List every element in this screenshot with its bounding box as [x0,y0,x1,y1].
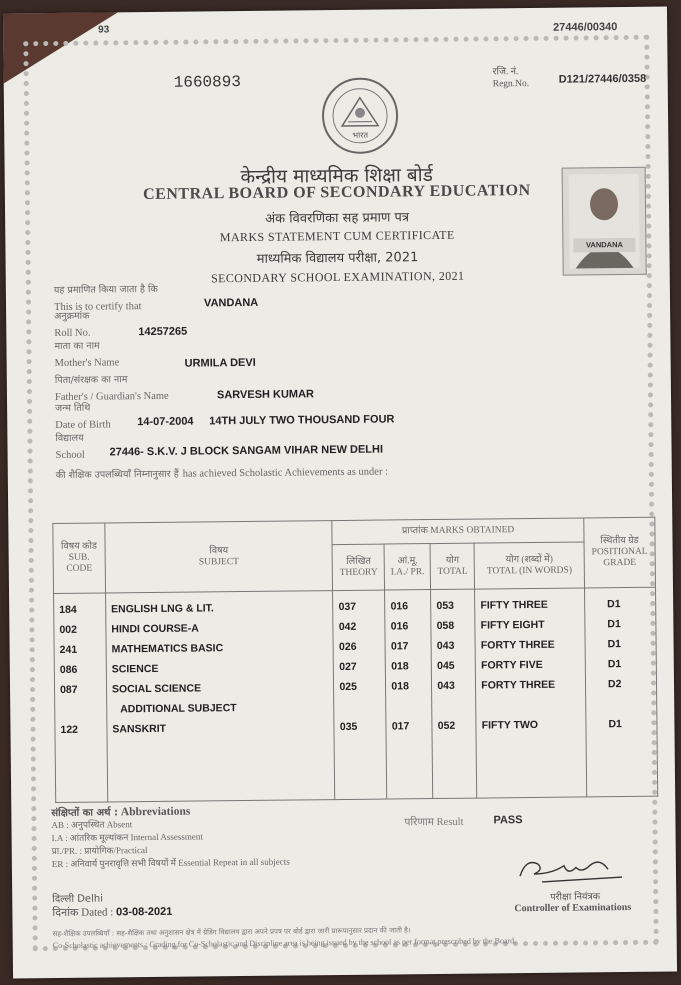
col-theory-header [332,544,384,591]
total-words: FIFTY EIGHT [480,618,545,632]
regn-number: D121/27446/0358 [558,72,647,86]
marks-certificate [3,7,677,979]
total-words: FORTY THREE [480,638,555,652]
photo-caption: VANDANA [585,240,623,250]
subject-code: 241 [59,643,78,656]
total-words: FIFTY TWO [481,718,539,732]
total-mark: 045 [437,659,455,672]
regn-label [493,66,530,90]
total-mark: 043 [437,679,455,692]
col-words-header [474,542,584,589]
grade: D1 [607,638,622,651]
abbreviations-title-hindi: संक्षिप्तों का अर्थ : [51,807,119,820]
col-grade-label: POSITIONAL GRADE [591,546,648,569]
mother-name: URMILA DEVI [184,356,256,370]
col-subject-header [105,521,333,593]
col-subcode-hindi: विषय कोड [60,541,98,552]
board-name-english: CENTRAL BOARD OF SECONDARY EDUCATION [142,181,531,204]
certificate-title-hindi: अंक विवरणिका सह प्रमाण पत्र [265,210,410,227]
abbr-absent: AB : अनुपस्थित Absent [51,819,133,831]
col-subcode-label: SUB. CODE [66,552,93,574]
total-words: FORTY THREE [481,678,556,692]
theory-mark: 025 [339,680,358,694]
achievements-label-hindi: की शैक्षिक उपलब्धियाँ निम्नानुसार हैं [55,468,179,481]
abbr-internal-assessment: I.A : आंतरिक मूल्यांकन Internal Assessment [51,831,203,844]
dob-value: 14-07-2004 [137,415,194,429]
subject-name: SOCIAL SCIENCE [111,682,202,696]
corner-digits: 93 [98,24,110,36]
total-mark: 043 [436,639,455,652]
theory-mark: 035 [339,720,358,734]
dob-label-hindi: जन्म तिथि [55,402,91,414]
dob-label: Date of Birth [55,419,111,431]
cbse-emblem [320,75,401,156]
col-total-header [430,543,474,589]
total-mark: 053 [436,599,455,612]
total-in-words [475,588,587,798]
col-subcode-header [53,523,106,594]
theory-mark: 042 [338,620,357,634]
school-label-hindi: विद्यालय [55,432,84,444]
grade: D1 [607,598,621,611]
col-subject-label: SUBJECT [198,556,239,567]
col-total-label: TOTAL [437,566,468,577]
controller-title: Controller of Examinations [514,901,632,915]
total-mark: 058 [436,619,455,632]
regn-label-english: Regn.No. [492,78,530,90]
roll-label: Roll No. [54,327,91,339]
serial-number: 1660893 [173,73,242,92]
place-date [52,890,172,920]
total-marks [431,589,477,798]
ia-mark: 016 [390,600,409,613]
additional-subject-label: ADDITIONAL SUBJECT [120,702,237,716]
mother-label-hindi: माता का नाम [54,340,100,352]
result-value: PASS [493,814,523,827]
theory-mark: 027 [339,660,357,674]
total-mark: 052 [437,719,456,732]
subject-codes [54,593,108,803]
total-words: FIFTY THREE [480,598,548,612]
subject-name: ENGLISH LNG & LIT. [111,602,214,616]
roll-number: 14257265 [138,325,188,339]
certify-label: This is to certify that [53,301,142,313]
certify-label-hindi: यह प्रमाणित किया जाता है कि [53,283,158,296]
ia-mark: 016 [390,620,409,633]
mother-label: Mother's Name [54,357,120,369]
ia-mark: 017 [390,640,409,653]
subject-code: 086 [59,663,78,676]
subject-code: 184 [59,603,77,616]
col-theory-hindi: लिखित [346,556,371,567]
theory-mark: 037 [338,600,357,614]
father-label: Father's / Guardian's Name [54,390,169,403]
controller-signature [512,847,632,888]
grade: D1 [608,718,622,731]
emblem-text: भारत [352,130,369,140]
student-details [54,279,616,483]
subject-name: MATHEMATICS BASIC [111,642,224,656]
grade: D1 [607,658,622,671]
place: दिल्ली Delhi [52,893,104,906]
abbr-practical: प्रा./PR. : प्रायोगिक/Practical [51,845,148,857]
subject-name: SANSKRIT [112,722,167,736]
theory-mark: 026 [338,640,357,654]
roll-label-hindi: अनुक्रमांक [54,310,90,322]
school-label: School [55,449,85,461]
ia-mark: 017 [391,720,410,733]
col-ia-header [384,544,430,590]
col-subject-hindi: विषय [209,545,229,556]
marks-table [52,517,658,803]
student-name: VANDANA [203,296,259,310]
col-words-label: TOTAL (IN WORDS) [486,565,573,576]
col-total-hindi: योग [445,555,460,566]
achievements-label: has achieved Scholastic Achievements as under : [182,466,389,480]
footer-note-hindi: सह-शैक्षिक उपलब्धियाँ : सह-शैक्षिक तथा अनुशासन क्षेत्र में ग्रेडिंग विद्यालय द्वारा अपने प्रपत्र पर बोर्ड द्वारा जारी प्रारूपानुसार प्रदान की जाती है। [52,926,411,939]
abbreviations-title: Abbreviations [120,805,191,819]
col-theory-label: THEORY [339,567,378,578]
col-ia-label: I.A./ PR. [390,566,425,577]
grade: D2 [607,678,622,691]
father-label-hindi: पिता/संरक्षक का नाम [54,374,128,386]
col-words-hindi: योग (शब्दों में) [505,554,553,565]
father-name: SARVESH KUMAR [216,388,315,402]
board-name-hindi: केन्द्रीय माध्यमिक शिक्षा बोर्ड [240,164,433,189]
exam-name-english: SECONDARY SCHOOL EXAMINATION, 2021 [210,268,465,286]
abbr-essential-repeat: ER : अनिवार्य पुनरावृत्ति सभी विषयों में Essential Repeat in all subjects [51,856,290,870]
marks-obtained-label: MARKS OBTAINED [430,525,515,537]
date-label: दिनांक Dated : [52,906,114,920]
col-grade-header [584,517,656,588]
subject-name: SCIENCE [111,662,159,676]
marks-obtained-header [332,518,584,545]
footer-note-english: Co-Scholastic achievements : Grading for Co-Scholastic and Discipline area is being issued by the school as per format prescribed by the Board. [52,936,517,951]
grades [584,587,657,797]
result-label: परिणाम Result [404,816,464,829]
date-value: 03-08-2021 [115,905,173,919]
subject-code: 087 [59,683,78,696]
grade: D1 [607,618,621,631]
subject-name: HINDI COURSE-A [111,622,199,636]
school-name: 27446- S.K.V. J BLOCK SANGAM VIHAR NEW DELHI [109,443,384,459]
certificate-title-english: MARKS STATEMENT CUM CERTIFICATE [219,227,455,245]
abbreviations [51,802,382,871]
exam-name-hindi: माध्यमिक विद्यालय परीक्षा, 2021 [256,250,419,267]
top-reference: 27446/00340 [553,21,618,34]
col-grade-hindi: स्थितीय ग्रेड [600,535,639,547]
subject-code: 002 [59,623,78,636]
subject-code: 122 [60,723,79,736]
col-ia-hindi: आं.मू. [397,555,418,566]
ia-marks [385,590,433,799]
ia-mark: 018 [391,680,409,693]
marks-obtained-hindi: प्राप्तांक [401,526,428,537]
controller-title-hindi: परीक्षा नियंत्रक [550,891,601,903]
regn-label-hindi: रजि. नं. [492,67,519,78]
subject-names [105,591,335,802]
total-words: FORTY FIVE [480,658,543,672]
theory-marks [333,590,387,800]
dob-in-words: 14TH JULY TWO THOUSAND FOUR [209,413,395,428]
ia-mark: 018 [391,660,409,673]
